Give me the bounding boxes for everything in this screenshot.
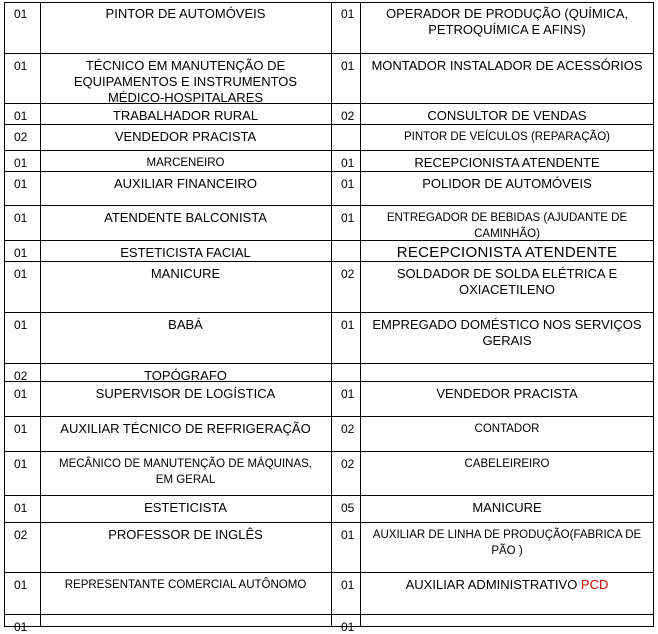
column-divider: [653, 262, 654, 312]
column-divider: [653, 615, 654, 626]
column-divider: [360, 382, 361, 416]
left-occupation: ATENDENTE BALCONISTA: [104, 210, 267, 225]
left-occupation: VENDEDOR PRACISTA: [114, 129, 257, 144]
right-occupation-text: AUXILIAR ADMINISTRATIVO: [405, 577, 581, 592]
column-divider: [40, 262, 41, 312]
right-quantity: 02: [341, 422, 355, 436]
left-occupation: TÉCNICO EM MANUTENÇÃO DE EQUIPAMENTOS E INSTRUMENTOS MÉDICO-HOSPITALARES: [73, 58, 298, 105]
table-row: [4, 615, 654, 634]
column-divider: [653, 313, 654, 363]
table-row: [4, 496, 654, 523]
left-occupation: ESTETICISTA FACIAL: [120, 245, 251, 260]
table-row: [4, 241, 654, 262]
pcd-tag: PCD: [580, 577, 609, 592]
column-divider: [360, 262, 361, 312]
right-quantity: [331, 364, 360, 381]
right-quantity: 01: [341, 156, 355, 170]
right-quantity: 01: [341, 578, 355, 592]
left-occupation: TOPÓGRAFO: [144, 368, 227, 383]
right-occupation: POLIDOR DE AUTOMÓVEIS: [422, 176, 592, 191]
right-occupation: VENDEDOR PRACISTA: [436, 386, 578, 401]
table-row: [4, 2, 654, 54]
column-divider: [40, 417, 41, 451]
left-occupation: MANICURE: [150, 266, 221, 281]
column-divider: [360, 364, 361, 381]
left-quantity: 01: [14, 156, 28, 170]
column-divider: [653, 573, 654, 614]
column-divider: [360, 206, 361, 240]
right-occupation: AUXILIAR DE LINHA DE PRODUÇÃO(FABRICA DE PÃO ): [372, 529, 642, 557]
column-divider: [360, 54, 361, 103]
right-occupation: [368, 573, 646, 614]
column-divider: [360, 125, 361, 150]
column-divider: [360, 313, 361, 363]
left-quantity: 01: [14, 59, 28, 73]
column-divider: [653, 54, 654, 103]
column-divider: [40, 523, 41, 572]
right-occupation: MONTADOR INSTALADOR DE ACESSÓRIOS: [371, 58, 643, 73]
left-occupation: BABÁ: [168, 317, 203, 332]
right-quantity: 01: [341, 59, 355, 73]
left-quantity: 02: [14, 130, 28, 144]
column-divider: [653, 496, 654, 522]
right-quantity: 01: [341, 7, 355, 21]
left-quantity: 01: [14, 267, 28, 281]
column-divider: [653, 382, 654, 416]
right-occupation: SOLDADOR DE SOLDA ELÉTRICA E OXIACETILENO: [396, 266, 618, 297]
column-divider: [40, 573, 41, 614]
right-quantity: 01: [341, 387, 355, 401]
left-quantity: 01: [14, 318, 28, 332]
column-divider: [653, 523, 654, 572]
column-divider: [653, 417, 654, 451]
vacancies-table: [4, 2, 654, 634]
column-divider: [360, 417, 361, 451]
table-row: [4, 382, 654, 417]
column-divider: [360, 496, 361, 522]
column-divider: [40, 313, 41, 363]
right-occupation: RECEPCIONISTA ATENDENTE: [414, 155, 600, 170]
right-occupation: CONTADOR: [474, 423, 540, 435]
column-divider: [360, 615, 361, 626]
left-occupation: PROFESSOR DE INGLÊS: [108, 527, 263, 542]
table-row: [4, 54, 654, 104]
right-quantity: 01: [341, 211, 355, 225]
table-row: [4, 262, 654, 313]
right-quantity: 02: [341, 267, 355, 281]
column-divider: [40, 54, 41, 103]
column-divider: [360, 151, 361, 171]
left-quantity: 01: [14, 578, 28, 592]
right-occupation: [368, 364, 646, 381]
left-occupation: MARCENEIRO: [146, 157, 225, 169]
table-row: [4, 417, 654, 452]
right-quantity: 01: [341, 318, 355, 332]
column-divider: [653, 151, 654, 171]
column-divider: [40, 382, 41, 416]
table-row: [4, 573, 654, 615]
column-divider: [40, 496, 41, 522]
column-divider: [40, 206, 41, 240]
column-divider: [40, 172, 41, 205]
right-quantity: [331, 125, 360, 150]
column-divider: [40, 615, 41, 626]
left-quantity: 01: [14, 7, 28, 21]
right-occupation: [368, 615, 646, 626]
column-divider: [40, 151, 41, 171]
right-quantity: 02: [341, 109, 355, 123]
left-occupation: [52, 615, 319, 626]
left-quantity: 02: [14, 528, 28, 542]
column-divider: [360, 523, 361, 572]
left-quantity: 01: [14, 246, 28, 260]
left-occupation: TRABALHADOR RURAL: [112, 108, 259, 123]
table-row: [4, 452, 654, 496]
left-occupation: SUPERVISOR DE LOGÍSTICA: [95, 386, 276, 401]
table-row: [4, 104, 654, 125]
column-divider: [653, 172, 654, 205]
column-divider: [653, 125, 654, 150]
right-occupation: OPERADOR DE PRODUÇÃO (QUÍMICA, PETROQUÍMICA E AFINS): [386, 6, 628, 37]
table-row: [4, 313, 654, 364]
right-quantity: 01: [341, 528, 355, 542]
table-row: [4, 172, 654, 206]
table-row: [4, 151, 654, 172]
column-divider: [360, 452, 361, 495]
left-quantity: 01: [14, 501, 28, 515]
left-occupation: REPRESENTANTE COMERCIAL AUTÔNOMO: [64, 579, 307, 591]
right-occupation: RECEPCIONISTA ATENDENTE: [396, 244, 618, 261]
column-divider: [40, 364, 41, 381]
right-occupation: CONSULTOR DE VENDAS: [427, 108, 587, 123]
left-occupation: ESTETICISTA: [144, 500, 227, 515]
table-row: [4, 523, 654, 573]
right-quantity: [331, 241, 360, 261]
column-divider: [360, 241, 361, 261]
column-divider: [653, 452, 654, 495]
column-divider: [360, 2, 361, 53]
column-divider: [40, 241, 41, 261]
right-occupation: PINTOR DE VEÍCULOS (REPARAÇÃO): [404, 131, 610, 143]
column-divider: [40, 2, 41, 53]
left-quantity: 01: [14, 387, 28, 401]
right-quantity: 02: [341, 457, 355, 471]
right-quantity: 01: [341, 620, 355, 634]
table-row: [4, 206, 654, 241]
left-occupation: AUXILIAR FINANCEIRO: [113, 176, 258, 191]
right-quantity: 05: [341, 501, 355, 515]
left-quantity: 01: [14, 422, 28, 436]
column-divider: [653, 206, 654, 240]
column-divider: [653, 104, 654, 124]
left-occupation: MECÂNICO DE MANUTENÇÃO DE MÁQUINAS, EM GERAL: [58, 458, 313, 486]
right-occupation: CABELEIREIRO: [464, 458, 550, 470]
column-divider: [40, 104, 41, 124]
column-divider: [653, 2, 654, 53]
column-divider: [40, 452, 41, 495]
right-occupation: EMPREGADO DOMÉSTICO NOS SERVIÇOS GERAIS: [372, 317, 642, 348]
column-divider: [653, 241, 654, 261]
column-divider: [360, 104, 361, 124]
left-occupation: PINTOR DE AUTOMÓVEIS: [105, 6, 266, 21]
left-occupation: AUXILIAR TÉCNICO DE REFRIGERAÇÃO: [60, 421, 311, 436]
left-quantity: 01: [14, 457, 28, 471]
column-divider: [653, 364, 654, 381]
left-quantity: 01: [14, 177, 28, 191]
column-divider: [360, 172, 361, 205]
column-divider: [40, 125, 41, 150]
right-quantity: 01: [341, 177, 355, 191]
column-divider: [360, 573, 361, 614]
left-quantity: 01: [14, 109, 28, 123]
table-row: [4, 364, 654, 382]
right-occupation: MANICURE: [472, 500, 542, 515]
table-row: [4, 125, 654, 151]
left-quantity: 02: [14, 369, 28, 383]
right-occupation: ENTREGADOR DE BEBIDAS (AJUDANTE DE CAMINHÃO): [386, 212, 628, 240]
left-quantity: 01: [14, 620, 28, 634]
left-quantity: 01: [14, 211, 28, 225]
